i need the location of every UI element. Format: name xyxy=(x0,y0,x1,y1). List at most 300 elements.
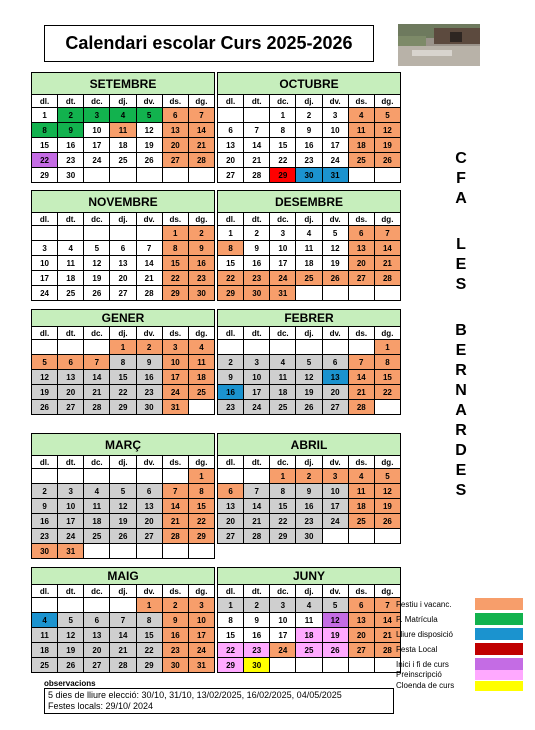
day-cell: 16 xyxy=(136,370,162,385)
day-cell: 27 xyxy=(136,529,162,544)
day-cell: 14 xyxy=(374,613,400,628)
weekday-header: dv. xyxy=(322,585,348,598)
weekday-header: ds. xyxy=(162,456,188,469)
day-cell: 24 xyxy=(322,514,348,529)
month-name: FEBRER xyxy=(217,309,401,326)
day-cell: 5 xyxy=(296,355,322,370)
day-cell: 11 xyxy=(296,241,322,256)
day-cell xyxy=(84,469,110,484)
week-row xyxy=(218,241,401,256)
day-cell: 26 xyxy=(58,658,84,673)
day-cell: 9 xyxy=(218,370,244,385)
day-cell: 11 xyxy=(58,256,84,271)
day-cell: 29 xyxy=(218,286,244,301)
school-letter: E xyxy=(455,342,467,359)
legend-label: Cloenda de curs xyxy=(396,681,455,690)
day-cell: 28 xyxy=(162,529,188,544)
weekday-header: ds. xyxy=(348,327,374,340)
month-grid xyxy=(217,326,401,415)
weekday-header: dl. xyxy=(218,585,244,598)
day-cell: 30 xyxy=(244,286,270,301)
weekday-header: dv. xyxy=(322,327,348,340)
day-cell xyxy=(136,544,162,559)
day-cell: 30 xyxy=(188,286,214,301)
day-cell: 23 xyxy=(58,153,84,168)
day-cell: 12 xyxy=(296,370,322,385)
day-cell xyxy=(188,544,214,559)
day-cell: 24 xyxy=(84,153,110,168)
day-cell: 11 xyxy=(348,484,374,499)
weekday-header: dt. xyxy=(58,327,84,340)
day-cell: 25 xyxy=(296,271,322,286)
week-row xyxy=(218,138,401,153)
week-row xyxy=(218,484,401,499)
day-cell: 6 xyxy=(162,108,188,123)
day-cell xyxy=(32,226,58,241)
month-grid xyxy=(217,212,401,301)
day-cell xyxy=(218,469,244,484)
weekday-header: dt. xyxy=(58,456,84,469)
day-cell xyxy=(58,340,84,355)
day-cell: 23 xyxy=(32,529,58,544)
day-cell xyxy=(84,226,110,241)
day-cell: 8 xyxy=(162,241,188,256)
day-cell: 7 xyxy=(244,484,270,499)
month-maig xyxy=(31,567,215,673)
week-row xyxy=(218,529,401,544)
day-cell: 10 xyxy=(322,484,348,499)
day-cell: 19 xyxy=(32,385,58,400)
day-cell: 9 xyxy=(296,484,322,499)
day-cell xyxy=(296,658,322,673)
day-cell: 29 xyxy=(32,168,58,183)
day-cell: 1 xyxy=(218,598,244,613)
month-name: DESEMBRE xyxy=(217,190,401,212)
day-cell: 24 xyxy=(162,385,188,400)
day-cell: 12 xyxy=(136,123,162,138)
day-cell: 11 xyxy=(84,499,110,514)
day-cell xyxy=(244,340,270,355)
day-cell xyxy=(32,469,58,484)
day-cell: 23 xyxy=(188,271,214,286)
school-letter: N xyxy=(455,382,467,399)
day-cell: 7 xyxy=(162,484,188,499)
day-cell: 14 xyxy=(110,628,136,643)
day-cell: 29 xyxy=(270,529,296,544)
day-cell xyxy=(322,340,348,355)
day-cell: 12 xyxy=(84,256,110,271)
legend-label: Preinscripció xyxy=(396,670,442,679)
day-cell: 12 xyxy=(374,484,400,499)
day-cell: 27 xyxy=(322,400,348,415)
day-cell: 2 xyxy=(162,598,188,613)
weekday-header: dg. xyxy=(188,456,214,469)
month-name: JUNY xyxy=(217,567,401,584)
day-cell: 11 xyxy=(296,613,322,628)
day-cell: 5 xyxy=(84,241,110,256)
day-cell: 20 xyxy=(58,385,84,400)
day-cell: 22 xyxy=(218,271,244,286)
day-cell: 28 xyxy=(188,153,214,168)
day-cell: 13 xyxy=(348,613,374,628)
day-cell xyxy=(374,286,400,301)
weekday-header: dj. xyxy=(296,456,322,469)
day-cell: 26 xyxy=(136,153,162,168)
day-cell: 29 xyxy=(218,658,244,673)
legend-swatch xyxy=(475,670,523,680)
day-cell: 13 xyxy=(218,499,244,514)
day-cell: 23 xyxy=(136,385,162,400)
weekday-header: dg. xyxy=(188,95,214,108)
school-letter: F xyxy=(456,170,466,187)
weekday-row xyxy=(32,327,215,340)
day-cell: 30 xyxy=(32,544,58,559)
day-cell: 4 xyxy=(270,355,296,370)
day-cell: 2 xyxy=(244,598,270,613)
day-cell: 12 xyxy=(374,123,400,138)
school-letter: R xyxy=(455,362,467,379)
weekday-header: dc. xyxy=(84,585,110,598)
day-cell: 13 xyxy=(136,499,162,514)
observations-line: 5 dies de lliure elecció: 30/10, 31/10, 13/02/2025, 16/02/2025, 04/05/2025 xyxy=(48,690,342,700)
day-cell: 2 xyxy=(296,469,322,484)
day-cell: 1 xyxy=(136,598,162,613)
day-cell: 12 xyxy=(322,613,348,628)
day-cell: 22 xyxy=(374,385,400,400)
day-cell: 25 xyxy=(296,643,322,658)
weekday-header: dj. xyxy=(110,327,136,340)
school-name-vertical xyxy=(453,149,469,501)
day-cell: 5 xyxy=(136,108,162,123)
weekday-header: ds. xyxy=(162,95,188,108)
weekday-header: dv. xyxy=(136,327,162,340)
month-gener xyxy=(31,309,215,415)
school-letter: D xyxy=(455,442,467,459)
day-cell: 14 xyxy=(244,138,270,153)
day-cell: 13 xyxy=(348,241,374,256)
day-cell: 16 xyxy=(296,499,322,514)
week-row xyxy=(32,123,215,138)
day-cell: 29 xyxy=(136,658,162,673)
week-row xyxy=(32,108,215,123)
day-cell: 4 xyxy=(348,469,374,484)
day-cell: 18 xyxy=(348,499,374,514)
day-cell: 6 xyxy=(322,355,348,370)
day-cell: 15 xyxy=(110,370,136,385)
weekday-header: dt. xyxy=(244,95,270,108)
day-cell: 15 xyxy=(32,138,58,153)
week-row xyxy=(218,514,401,529)
day-cell: 22 xyxy=(110,385,136,400)
legend-swatch xyxy=(475,613,523,625)
weekday-header: ds. xyxy=(162,327,188,340)
weekday-header: dg. xyxy=(374,213,400,226)
school-letter: E xyxy=(455,256,467,273)
school-letter: L xyxy=(456,236,466,253)
day-cell xyxy=(110,168,136,183)
day-cell: 19 xyxy=(322,628,348,643)
day-cell: 20 xyxy=(348,256,374,271)
legend-label: Festiu i vacanc. xyxy=(396,600,452,609)
weekday-header: dl. xyxy=(32,585,58,598)
day-cell: 1 xyxy=(188,469,214,484)
observations xyxy=(44,679,394,714)
day-cell: 5 xyxy=(110,484,136,499)
month-name: MARÇ xyxy=(31,433,215,455)
day-cell: 22 xyxy=(162,271,188,286)
day-cell: 30 xyxy=(136,400,162,415)
month-grid xyxy=(31,455,215,559)
day-cell: 15 xyxy=(374,370,400,385)
day-cell xyxy=(188,168,214,183)
day-cell: 17 xyxy=(58,514,84,529)
day-cell: 21 xyxy=(244,514,270,529)
day-cell: 3 xyxy=(162,340,188,355)
day-cell: 17 xyxy=(270,628,296,643)
day-cell: 4 xyxy=(32,613,58,628)
day-cell: 13 xyxy=(58,370,84,385)
school-letter: A xyxy=(455,190,467,207)
week-row xyxy=(218,355,401,370)
day-cell: 14 xyxy=(348,370,374,385)
month-name: GENER xyxy=(31,309,215,326)
day-cell: 8 xyxy=(32,123,58,138)
day-cell: 24 xyxy=(322,153,348,168)
day-cell: 29 xyxy=(188,529,214,544)
day-cell xyxy=(188,400,214,415)
day-cell: 24 xyxy=(58,529,84,544)
week-row xyxy=(32,340,215,355)
day-cell: 3 xyxy=(32,241,58,256)
day-cell: 17 xyxy=(322,138,348,153)
week-row xyxy=(32,514,215,529)
day-cell: 30 xyxy=(244,658,270,673)
weekday-header: dt. xyxy=(244,456,270,469)
weekday-header: dv. xyxy=(322,213,348,226)
day-cell xyxy=(322,286,348,301)
day-cell: 26 xyxy=(296,400,322,415)
day-cell: 14 xyxy=(162,499,188,514)
week-row xyxy=(218,256,401,271)
weekday-header: dj. xyxy=(110,95,136,108)
day-cell: 20 xyxy=(84,643,110,658)
day-cell: 4 xyxy=(58,241,84,256)
day-cell: 28 xyxy=(110,658,136,673)
day-cell: 25 xyxy=(348,514,374,529)
weekday-header: dt. xyxy=(58,95,84,108)
day-cell: 20 xyxy=(218,153,244,168)
day-cell: 8 xyxy=(110,355,136,370)
weekday-header: ds. xyxy=(162,213,188,226)
day-cell: 26 xyxy=(32,400,58,415)
week-row xyxy=(32,469,215,484)
day-cell: 9 xyxy=(58,123,84,138)
weekday-header: dv. xyxy=(136,585,162,598)
day-cell: 26 xyxy=(110,529,136,544)
week-row xyxy=(218,643,401,658)
weekday-header: dg. xyxy=(374,327,400,340)
day-cell: 13 xyxy=(162,123,188,138)
day-cell: 6 xyxy=(84,613,110,628)
weekday-header: dj. xyxy=(296,585,322,598)
day-cell xyxy=(136,226,162,241)
day-cell: 10 xyxy=(322,123,348,138)
day-cell: 17 xyxy=(244,385,270,400)
week-row xyxy=(218,499,401,514)
weekday-header: dt. xyxy=(244,585,270,598)
day-cell: 19 xyxy=(374,499,400,514)
weekday-header: dl. xyxy=(218,213,244,226)
day-cell: 3 xyxy=(270,598,296,613)
day-cell: 7 xyxy=(374,226,400,241)
school-letter: A xyxy=(455,402,467,419)
week-row xyxy=(32,613,215,628)
day-cell: 24 xyxy=(32,286,58,301)
weekday-header: dg. xyxy=(374,95,400,108)
observations-box xyxy=(44,688,394,714)
day-cell: 7 xyxy=(110,613,136,628)
week-row xyxy=(32,286,215,301)
day-cell: 19 xyxy=(58,643,84,658)
legend-swatch xyxy=(475,681,523,691)
day-cell: 4 xyxy=(348,108,374,123)
weekday-header: ds. xyxy=(348,456,374,469)
day-cell: 20 xyxy=(322,385,348,400)
day-cell: 9 xyxy=(162,613,188,628)
weekday-header: ds. xyxy=(348,213,374,226)
day-cell: 2 xyxy=(244,226,270,241)
day-cell: 16 xyxy=(244,628,270,643)
day-cell xyxy=(322,529,348,544)
legend-swatch xyxy=(475,643,523,655)
day-cell xyxy=(348,340,374,355)
day-cell xyxy=(270,658,296,673)
weekday-header: dg. xyxy=(188,327,214,340)
day-cell: 14 xyxy=(374,241,400,256)
day-cell: 8 xyxy=(188,484,214,499)
school-letter xyxy=(453,209,469,235)
day-cell: 13 xyxy=(218,138,244,153)
weekday-row xyxy=(218,95,401,108)
day-cell: 26 xyxy=(322,271,348,286)
day-cell: 16 xyxy=(218,385,244,400)
title-text: Calendari escolar Curs 2025-2026 xyxy=(65,33,353,53)
day-cell: 27 xyxy=(348,643,374,658)
day-cell: 2 xyxy=(136,340,162,355)
weekday-row xyxy=(32,456,215,469)
day-cell: 10 xyxy=(58,499,84,514)
day-cell: 8 xyxy=(270,123,296,138)
school-photo-image xyxy=(398,24,480,66)
weekday-header: dj. xyxy=(296,95,322,108)
day-cell: 12 xyxy=(58,628,84,643)
day-cell: 6 xyxy=(218,484,244,499)
observations-line: Festes locals: 29/10/ 2024 xyxy=(48,701,154,711)
day-cell: 16 xyxy=(32,514,58,529)
day-cell: 13 xyxy=(84,628,110,643)
legend-swatch xyxy=(475,658,523,670)
day-cell: 10 xyxy=(32,256,58,271)
day-cell: 14 xyxy=(84,370,110,385)
day-cell: 20 xyxy=(162,138,188,153)
day-cell: 27 xyxy=(84,658,110,673)
week-row xyxy=(32,400,215,415)
legend-label: P. Matrícula xyxy=(396,615,438,624)
legend-item xyxy=(396,643,528,658)
week-row xyxy=(32,271,215,286)
day-cell: 11 xyxy=(188,355,214,370)
weekday-header: dl. xyxy=(32,213,58,226)
weekday-header: dv. xyxy=(136,95,162,108)
day-cell: 14 xyxy=(136,256,162,271)
week-row xyxy=(32,484,215,499)
day-cell: 22 xyxy=(270,153,296,168)
day-cell: 27 xyxy=(218,168,244,183)
weekday-header: dt. xyxy=(244,327,270,340)
day-cell: 12 xyxy=(32,370,58,385)
week-row xyxy=(218,340,401,355)
day-cell: 5 xyxy=(322,598,348,613)
day-cell xyxy=(58,469,84,484)
day-cell: 17 xyxy=(32,271,58,286)
week-row xyxy=(32,643,215,658)
day-cell: 28 xyxy=(136,286,162,301)
week-row xyxy=(32,153,215,168)
week-row xyxy=(32,138,215,153)
day-cell: 15 xyxy=(270,499,296,514)
day-cell xyxy=(110,598,136,613)
day-cell: 11 xyxy=(110,123,136,138)
day-cell: 18 xyxy=(296,628,322,643)
month-setembre xyxy=(31,72,215,183)
day-cell: 9 xyxy=(136,355,162,370)
day-cell: 3 xyxy=(188,598,214,613)
day-cell: 25 xyxy=(270,400,296,415)
day-cell: 20 xyxy=(348,628,374,643)
week-row xyxy=(218,613,401,628)
day-cell xyxy=(296,340,322,355)
day-cell: 9 xyxy=(244,613,270,628)
day-cell: 9 xyxy=(296,123,322,138)
legend-item xyxy=(396,613,528,628)
day-cell: 23 xyxy=(162,643,188,658)
day-cell: 10 xyxy=(84,123,110,138)
week-row xyxy=(218,286,401,301)
day-cell: 31 xyxy=(322,168,348,183)
legend-item xyxy=(396,628,528,643)
month-abril xyxy=(217,433,401,544)
day-cell: 16 xyxy=(162,628,188,643)
day-cell: 24 xyxy=(188,643,214,658)
day-cell xyxy=(244,108,270,123)
day-cell: 8 xyxy=(136,613,162,628)
week-row xyxy=(32,628,215,643)
day-cell: 18 xyxy=(348,138,374,153)
day-cell xyxy=(348,529,374,544)
day-cell: 1 xyxy=(270,108,296,123)
day-cell: 31 xyxy=(270,286,296,301)
day-cell: 16 xyxy=(188,256,214,271)
month-juny xyxy=(217,567,401,673)
day-cell: 21 xyxy=(374,256,400,271)
day-cell: 19 xyxy=(322,256,348,271)
day-cell xyxy=(244,469,270,484)
day-cell: 3 xyxy=(322,108,348,123)
day-cell: 21 xyxy=(374,628,400,643)
day-cell: 7 xyxy=(348,355,374,370)
day-cell: 21 xyxy=(162,514,188,529)
day-cell: 29 xyxy=(110,400,136,415)
